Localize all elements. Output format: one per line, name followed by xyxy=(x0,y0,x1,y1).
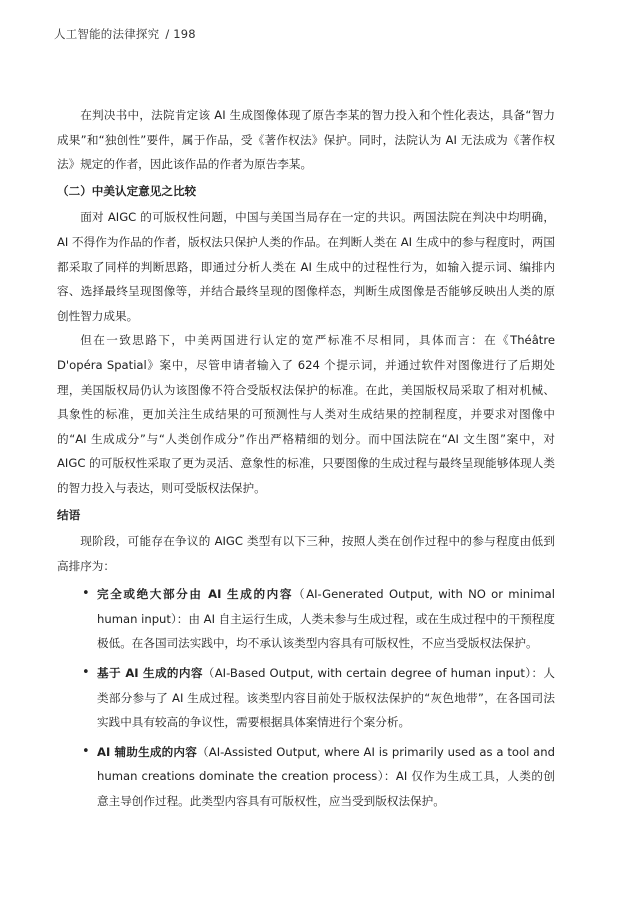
paragraph-differences: 但在一致思路下，中美两国进行认定的宽严标准不尽相同，具体而言：在《Théâtre D'opéra Spatial》案中，尽管申请者输入了 624 个提示词，并通过软件对图像进行了后期处理，美国版权局仍认为该图像不符合受版权法保护的标准。在此，美国版权局采取了相对机械、具象性的标准，更加关注生成结果的可预测性与人类对生成结果的控制程度，并要求对图像中的“AI 生成成分”与“人类创作成分”作出严格精细的划分。而中国法院在“AI 文生图”案中，对 AIGC 的可版权性采取了更为灵活、意象性的标准，只要图像的生成过程与最终呈现能够体现人类的智力投入与表达，则可受版权法保护。 xyxy=(57,333,555,495)
list-item xyxy=(97,740,555,814)
list-item-text: （AI-Based Output, with certain degree of human input）：人类部分参与了 AI 生成过程。该类型内容目前处于版权法保护的“灰色地带”，在各国司法实践中具有较高的争议性，需要根据具体案情进行个案分析。 xyxy=(97,666,555,730)
paragraph-aigc-types: 现阶段，可能存在争议的 AIGC 类型有以下三种，按照人类在创作过程中的参与程度由低到高排序为： xyxy=(57,534,555,573)
list-item xyxy=(97,582,555,656)
paragraph-consensus: 面对 AIGC 的可版权性问题，中国与美国当局存在一定的共识。两国法院在判决中均明确，AI 不得作为作品的作者，版权法只保护人类的作品。在判断人类在 AI 生成中的参与程度时，两国都采取了同样的判断思路，即通过分析人类在 AI 生成中的过程性行为，如输入提示词、编排内容、选择最终呈现图像等，并结合最终呈现的图像样态，判断生成图像是否能够反映出人类的原创性智力成果。 xyxy=(57,210,555,323)
running-header xyxy=(54,26,196,42)
list-item-text: （AI-Generated Output, with NO or minimal human input）：由 AI 自主运行生成，人类未参与生成过程，或在生成过程中的干预程度极低。在各国司法实践中，均不承认该类型内容具有可版权性，不应当受版权法保护。 xyxy=(97,587,555,651)
paragraph-judgment: 在判决书中，法院肯定该 AI 生成图像体现了原告李某的智力投入和个性化表达，具备“智力成果”和“独创性”要件，属于作品，受《著作权法》保护。同时，法院认为 AI 无法成为《著作权法》规定的作者，因此该作品的作者为原告李某。 xyxy=(57,108,555,172)
page-body xyxy=(57,103,555,819)
book-title: 人工智能的法律探究 xyxy=(54,27,160,41)
list-item-term: 完全或绝大部分由 AI 生成的内容 xyxy=(97,587,294,602)
page-number: / 198 xyxy=(165,27,196,41)
section-heading-comparison: （二）中美认定意见之比较 xyxy=(57,183,197,198)
section-heading-conclusion: 结语 xyxy=(57,507,81,522)
list-item xyxy=(97,661,555,735)
list-item-term: AI 辅助生成的内容 xyxy=(97,744,197,759)
list-item-text: （AI-Assisted Output, where AI is primarily used as a tool and human creations dominate the creation process）：AI 仅作为生成工具，人类的创意主导创作过程。此类型内容具有可版权性，应当受到版权法保护。 xyxy=(97,744,555,809)
list-item-term: 基于 AI 生成的内容 xyxy=(97,666,203,681)
aigc-type-list xyxy=(57,582,555,813)
